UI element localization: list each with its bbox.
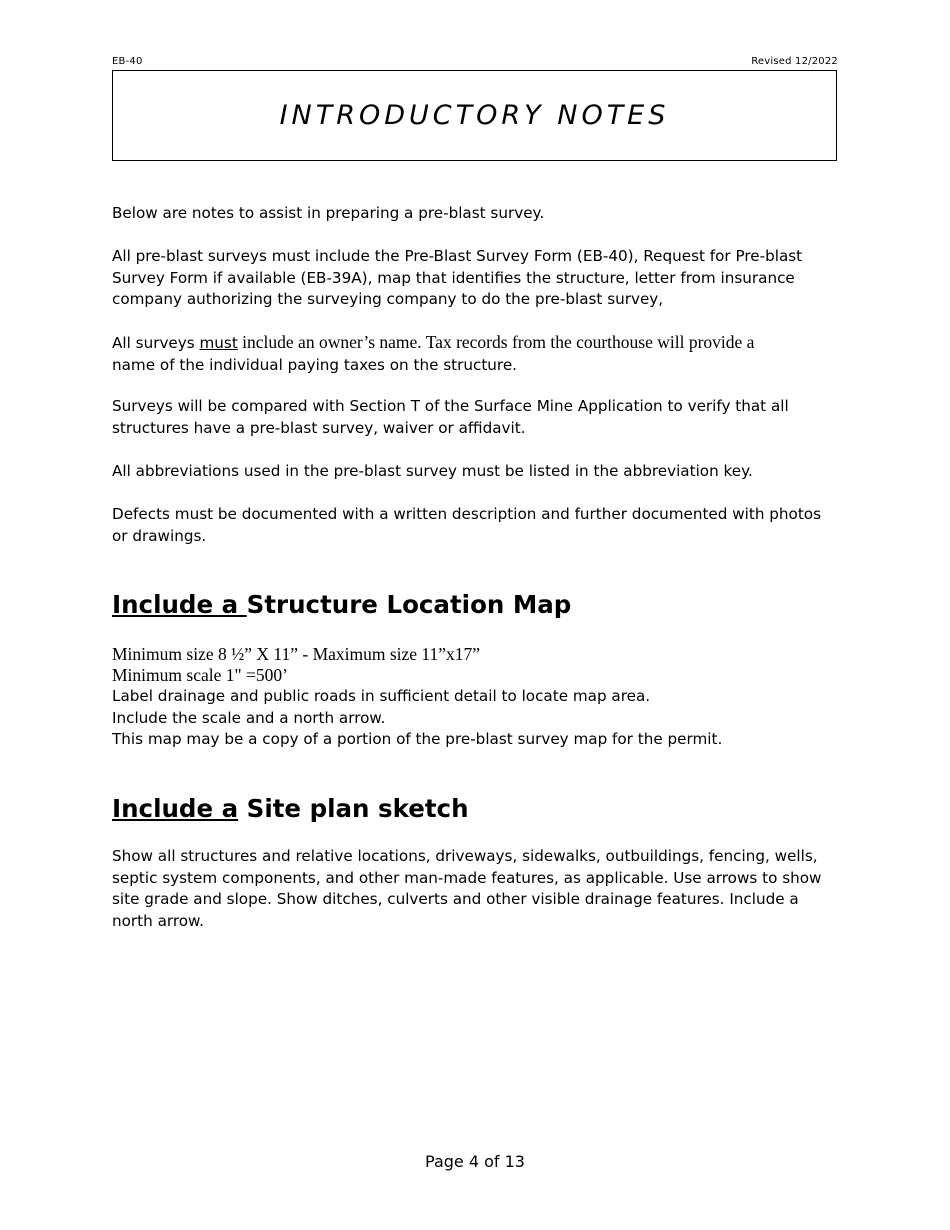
map-size-line: Minimum size 8 ½” X 11” - Maximum size 11”x17” [112, 644, 481, 664]
abbreviation-paragraph: All abbreviations used in the pre-blast survey must be listed in the abbreviation key. [112, 462, 753, 480]
structure-map-heading [112, 590, 571, 620]
map-north-arrow-line: Include the scale and a north arrow. [112, 708, 386, 727]
owner-name-text-serif: include an owner’s name. Tax records from the courthouse will provide a [237, 332, 755, 352]
map-scale-line: Minimum scale 1" =500’ [112, 665, 288, 685]
site-sketch-paragraph: Show all structures and relative locations, driveways, sidewalks, outbuildings, fencing, wells, septic system components, and other man-made features, as applicable. Use arrows to show site grade and slope. Show ditches, culverts and other visible drainage features. Include a north arrow. [112, 847, 822, 930]
site-sketch-heading-prefix: Include a [112, 794, 239, 823]
structure-map-details [112, 644, 838, 751]
owner-name-text-end: name of the individual paying taxes on the structure. [112, 355, 518, 374]
page-number: Page 4 of 13 [425, 1152, 525, 1171]
owner-name-paragraph [112, 332, 838, 376]
map-drainage-line: Label drainage and public roads in sufficient detail to locate map area. [112, 687, 651, 705]
site-sketch-heading-rest: Site plan sketch [238, 794, 469, 823]
structure-map-heading-rest: Structure Location Map [246, 590, 572, 619]
intro-paragraph: Below are notes to assist in preparing a pre-blast survey. [112, 204, 545, 222]
requirements-paragraph: All pre-blast surveys must include the Pre-Blast Survey Form (EB-40), Request for Pre-blast Survey Form if available (EB-39A), map that identifies the structure, letter from insurance company authorizing the surveying company to do the pre-blast survey, [112, 247, 803, 308]
structure-map-heading-prefix: Include a [112, 590, 247, 619]
defects-paragraph: Defects must be documented with a written description and further documented with photos or drawings. [112, 505, 822, 545]
must-emphasis: must [199, 334, 238, 352]
owner-name-text-start: All surveys [112, 334, 200, 352]
form-code: EB-40 [112, 56, 143, 67]
page-title: INTRODUCTORY NOTES [279, 100, 670, 131]
site-sketch-heading [112, 794, 469, 824]
section-t-paragraph: Surveys will be compared with Section T of the Surface Mine Application to verify that all structures have a pre-blast survey, waiver or affidavit. [112, 397, 789, 437]
map-copy-line: This map may be a copy of a portion of the pre-blast survey map for the permit. [112, 730, 723, 748]
title-box [112, 70, 837, 161]
revision-date: Revised 12/2022 [751, 56, 838, 67]
